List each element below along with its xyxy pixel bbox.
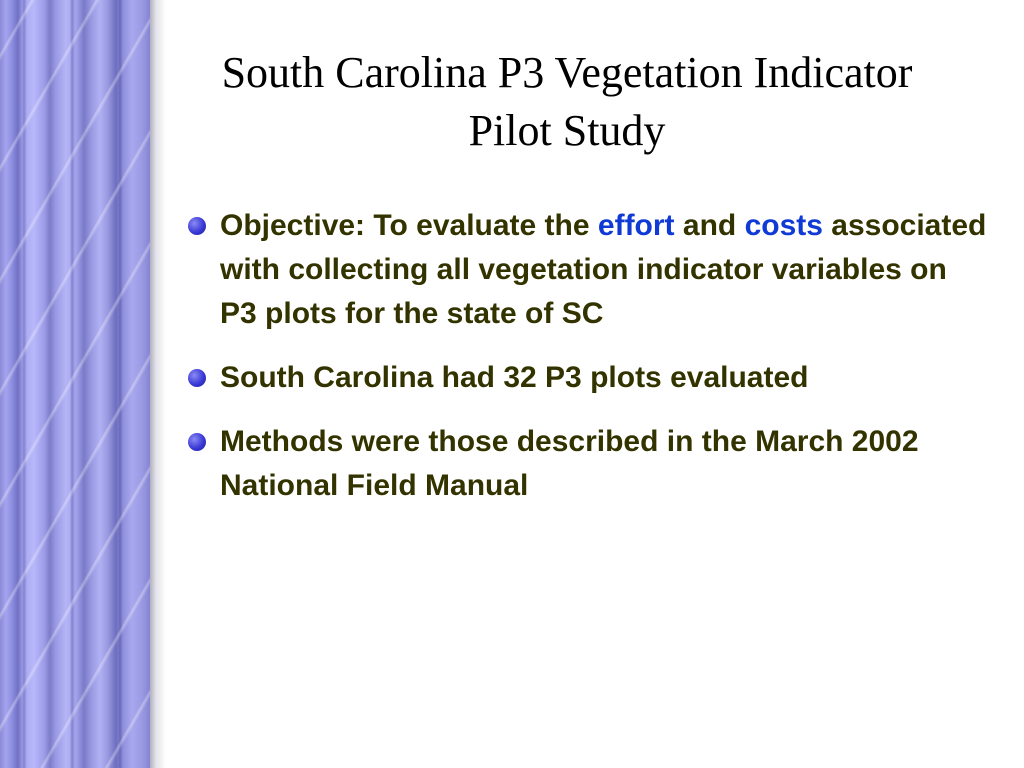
- bullet-item-methods: [186, 420, 991, 508]
- decorative-banner: [0, 0, 150, 768]
- bullet-text: Objective: To evaluate the: [220, 209, 598, 242]
- slide-title: [150, 44, 984, 160]
- bullet-item-plots: [186, 356, 991, 400]
- slide-title-line-1: South Carolina P3 Vegetation Indicator: [221, 48, 913, 97]
- bullet-text: and: [674, 209, 745, 242]
- emphasis-effort: effort: [597, 209, 675, 242]
- bullet-text: South Carolina had 32 P3 plots evaluated: [220, 361, 809, 394]
- bullet-text: associated with collecting all vegetation indicator variables on P3 plots for the state of SC: [220, 209, 987, 330]
- emphasis-costs: costs: [744, 209, 823, 242]
- bullet-icon: [188, 433, 206, 451]
- bullet-item-objective: [186, 204, 991, 336]
- bullet-list: [186, 204, 991, 528]
- bullet-icon: [188, 369, 206, 387]
- slide-title-line-2: Pilot Study: [468, 106, 666, 155]
- banner-diagonal-pattern: [0, 0, 150, 768]
- bullet-icon: [188, 217, 206, 235]
- bullet-text: Methods were those described in the March 2002 National Field Manual: [220, 425, 919, 502]
